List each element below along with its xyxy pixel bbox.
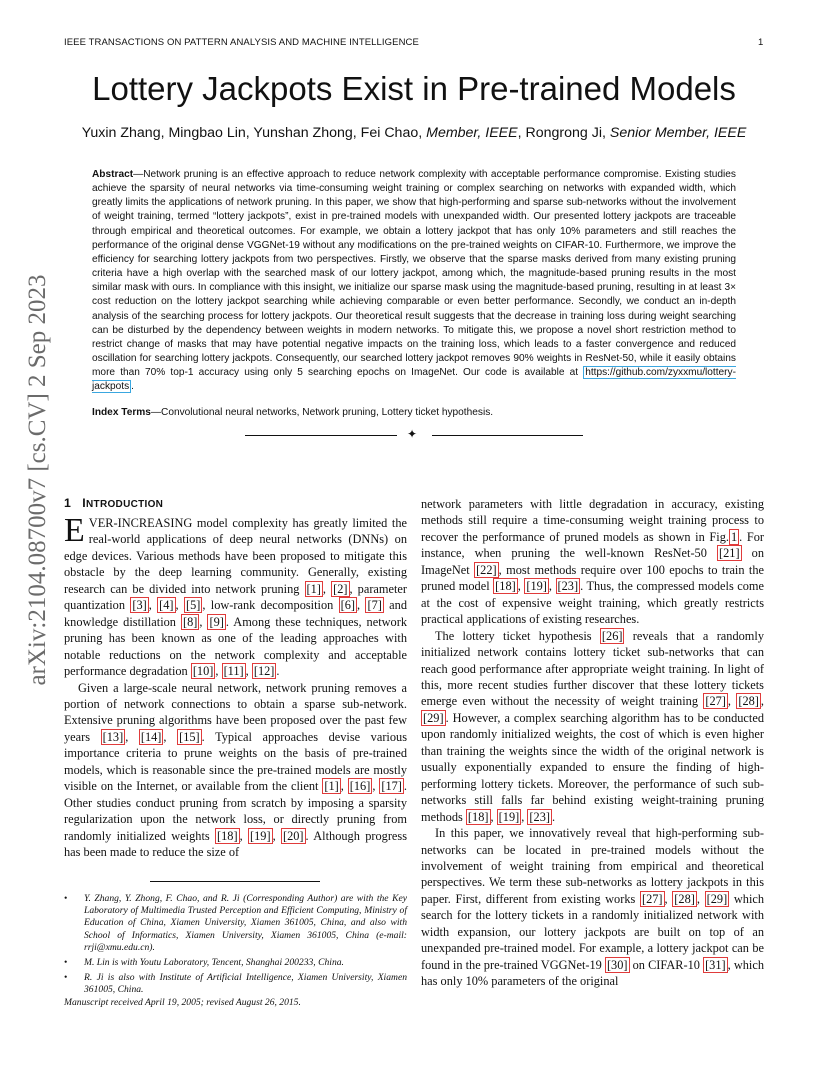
text-run: , (272, 828, 281, 843)
citation-link[interactable]: [29] (423, 710, 444, 725)
citation-link[interactable]: [15] (179, 729, 200, 744)
text-run: model complexity has greatly limited the real-world applications of deep neural networks (DNNs) on edge devices. Various methods have been proposed to mitigate this obstacle by the deep learning community. Generally, existing research can be divided into network pruning (64, 516, 407, 596)
authors-part1: Yuxin Zhang, Mingbao Lin, Yunshan Zhong, Fei Chao, (81, 125, 427, 141)
citation-link[interactable]: [3] (132, 598, 147, 613)
dropcap: E (64, 512, 85, 549)
abstract-label: Abstract (92, 169, 134, 180)
text-run: , (322, 581, 332, 596)
manuscript-note: Manuscript received April 19, 2005; revised August 26, 2015. (64, 997, 301, 1008)
text-run: , (548, 579, 556, 594)
text-run: on ImageNet (421, 546, 764, 577)
citation-link[interactable]: [16] (349, 779, 371, 794)
text-run: , (372, 779, 380, 794)
text-run: , (521, 809, 528, 824)
citation-link[interactable]: [1] (324, 779, 339, 794)
footnote-text: Y. Zhang, Y. Zhong, F. Chao, and R. Ji (Corresponding Author) are with the Key Laboratory of Multimedia Trusted Perception and Efficient Computing, Ministry of Education of China, Xiamen University, Xiamen 361005, China, and also with School of Informatics, Xiamen University, Xiamen 361005, China (e-mail: rrji@xmu.edu.cn). (84, 893, 407, 953)
abstract-end: . (131, 381, 134, 393)
citation-link[interactable]: [28] (674, 891, 695, 906)
footnote-item (64, 972, 407, 996)
text-run: , (163, 729, 178, 744)
text-run: , (340, 779, 348, 794)
citation-link[interactable]: [10] (192, 664, 214, 679)
abstract (92, 168, 736, 395)
intro-paragraph-2 (64, 680, 407, 861)
author-role-1: Member, IEEE (426, 125, 518, 141)
text-run: , (357, 598, 366, 613)
arxiv-stamp-text: arXiv:2104.08700v7 [cs.CV] 2 Sep 2023 (24, 274, 51, 686)
footnote-rule (150, 881, 320, 882)
text-run: , (490, 809, 497, 824)
figure-link[interactable]: 1 (730, 529, 738, 544)
text-run: . (276, 664, 280, 679)
footnote-item (64, 957, 407, 969)
index-terms-label: Index Terms (92, 407, 151, 418)
citation-link[interactable]: [8] (182, 614, 198, 629)
citation-link[interactable]: [27] (641, 891, 663, 906)
text-run: , most methods require over 100 epochs to train the pruned model (421, 562, 765, 594)
text-run: network parameters with little degradation in accuracy, existing methods still require a time-consuming weight training process to recover the performance of pruned models as shown in Fig. (421, 497, 764, 544)
citation-link[interactable]: [20] (282, 828, 304, 843)
paper-title: Lottery Jackpots Exist in Pre-trained Models (92, 70, 736, 107)
text-run: reveals that a randomly initialized network contains lottery ticket sub-networks that can reach good performance after appropriate weight training. In light of this, more recent studies further discover that these lottery tickets emerge even without the necessity of weight training (421, 628, 764, 709)
citation-link[interactable]: [18] (467, 809, 489, 824)
bullet-icon: • (64, 893, 68, 904)
citation-link[interactable]: [1] (306, 581, 321, 596)
citation-link[interactable]: [14] (140, 729, 162, 744)
text-run: , which has only 10% parameters of the original (421, 957, 764, 989)
footnote-text: M. Lin is with Youtu Laboratory, Tencent, Shanghai 200233, China. (84, 957, 344, 969)
footnotes (64, 893, 407, 1000)
text-run: . However, a complex searching algorithm has to be conducted upon randomly initialized weights, the cost of which is even higher than training the weights since the width of the original network is usually exponentially expanded to ensure the finding of high-performing lottery tickets. Moreover, the performance of such sub-networks still falls far behind existing weight-training pruning methods (421, 710, 764, 824)
text-run: , (760, 694, 765, 709)
citation-link[interactable]: [18] (217, 828, 238, 843)
section-title-rest: NTRODUCTION (86, 499, 164, 510)
index-terms-text: —Convolutional neural networks, Network pruning, Lottery ticket hypothesis. (150, 407, 494, 418)
citation-link[interactable]: [19] (249, 828, 271, 843)
text-run: . (552, 809, 556, 824)
citation-link[interactable]: [12] (253, 664, 275, 679)
citation-link[interactable]: [27] (705, 694, 726, 709)
intro-paragraph-1 (64, 512, 408, 680)
text-run: , (175, 598, 184, 613)
author-list (0, 125, 828, 141)
text-run: , (664, 891, 673, 906)
text-run: , (125, 729, 139, 744)
citation-link[interactable]: [18] (495, 579, 516, 594)
intro-paragraph-3 (421, 496, 764, 628)
text-run: and knowledge distillation (64, 598, 407, 629)
citation-link[interactable]: [11] (223, 664, 244, 679)
text-run: , (215, 664, 222, 679)
intro-paragraph-4 (421, 628, 764, 825)
text-run: . Thus, the compressed models come at the cost of expensive weight training, which greatly restricts practical applications of existing researches. (421, 579, 764, 627)
citation-link[interactable]: [9] (209, 614, 224, 629)
section-number: 1 (64, 496, 72, 510)
text-run: . Other studies conduct pruning from scratch by imposing a sparsity regularization upon the network loss, or directly pruning from randomly initialized weights (64, 779, 407, 843)
citation-link[interactable]: [2] (333, 581, 348, 596)
index-terms (92, 407, 736, 418)
text-run: on CIFAR-10 (629, 957, 704, 972)
citation-link[interactable]: [19] (498, 809, 520, 824)
citation-link[interactable]: [19] (526, 579, 547, 594)
abstract-text: —Network pruning is an effective approach to reduce network complexity with acceptable performance compromise. Existing studies achieve the sparsity of neural networks via time-consuming weight training or complex searching on networks with expanded width, which greatly limits the applications of network pruning. In this paper, we show that high-performing and sparse sub-networks without the involvement of weight training, termed “lottery jackpots”, exist in pre-trained models with unexpanded width. Our presented lottery jackpots are traceable through empirical and theoretical outcomes. For example, we obtain a lottery jackpot that has only 10% parameters and still reaches the performance of the original dense VGGNet-19 without any modifications on the pre-trained weights on CIFAR-10. Furthermore, we improve the efficiency for searching lottery jackpots from two perspectives. Firstly, we observe that the sparse masks derived from many existing pruning criteria have a high overlap with the searched mask of our lottery jackpot, among which, the magnitude-based pruning results in the most similar mask with ours. In compliance with this insight, we initialize our sparse mask using the magnitude-based pruning, resulting in at least 3× cost reduction on the lottery jackpot searching while achieving comparable or even better performance. Secondly, we conduct an in-depth analysis of the searching process for lottery jackpots. Our theoretical result suggests that the decrease in training loss during weight searching can be disturbed by the dependency between weights in modern networks. To mitigate this, we propose a novel short restriction method to restrict change of masks that may have potential negative impacts on the training loss, which leads to a faster convergence and reduced oscillation for searching lottery jackpots. Consequently, our searched lottery jackpot removes 90% weights in ResNet-50, while it easily obtains more than 70% top-1 accuracy using only 5 searching epochs on ImageNet. Our code is available at (92, 169, 736, 379)
text-run: , parameter quantization (64, 581, 408, 613)
section-title-first: I (82, 496, 87, 510)
text-run: , (245, 664, 252, 679)
citation-link[interactable]: [5] (185, 598, 201, 613)
citation-link[interactable]: [21] (718, 546, 740, 561)
section-heading (64, 496, 163, 510)
separator-rule-left (245, 435, 397, 436)
text-run: Given a large-scale neural network, network pruning removes a portion of network connections to obtain a sparse sub-network. Extensive pruning algorithms have been proposed over the past few years (64, 680, 407, 744)
left-column (64, 512, 408, 861)
text-run: , (148, 598, 158, 613)
text-run: The lottery ticket hypothesis (435, 628, 600, 643)
text-run: , (199, 614, 208, 629)
citation-link[interactable]: [23] (557, 579, 579, 594)
citation-link[interactable]: [6] (340, 598, 356, 613)
separator-rule-right (432, 435, 583, 436)
page-number: 1 (758, 37, 764, 48)
text-run: In this paper, we innovatively reveal that high-performing sub-networks can be located in pre-trained models without the involvement of weight training from empirical and theoretical perspectives. We term these sub-networks as lottery jackpots in this paper. First, different from existing works (421, 826, 764, 906)
text-run: , (239, 828, 248, 843)
text-run: , (696, 891, 705, 906)
text-run: , low-rank decomposition (202, 598, 339, 613)
citation-link[interactable]: [13] (102, 729, 124, 744)
lead-words: VER-INCREASING (88, 516, 193, 530)
text-run: . For instance, when pruning the well-known ResNet-50 (421, 529, 764, 561)
right-column (421, 496, 764, 990)
text-run: . Typical approaches devise various importance criteria to prune weights on the basis of pre-trained models, which is reasonable since the pre-trained models are mostly visible on the Internet, or available from the client (64, 729, 408, 794)
author-role-2: Senior Member, IEEE (609, 125, 747, 141)
text-run: , (517, 579, 525, 594)
citation-link[interactable]: [29] (706, 891, 728, 906)
citation-link[interactable]: [31] (705, 957, 726, 972)
citation-link[interactable]: [30] (606, 957, 628, 972)
bullet-icon: • (64, 957, 68, 969)
footnote-text: R. Ji is also with Institute of Artificial Intelligence, Xiamen University, Xiamen 361005, China. (84, 972, 407, 996)
intro-paragraph-5 (421, 825, 764, 990)
citation-link[interactable]: [26] (601, 628, 623, 643)
running-head: IEEE TRANSACTIONS ON PATTERN ANALYSIS AND MACHINE INTELLIGENCE (64, 37, 419, 48)
bullet-icon: • (64, 972, 68, 984)
citation-link[interactable]: [23] (529, 809, 550, 824)
text-run: which search for the lottery tickets in a randomly initialized network with width expansion, our lottery jackpots are built on top of an unexpanded pre-trained model. For example, a lottery jackpot can be found in the pre-trained VGGNet-19 (421, 891, 765, 972)
separator-diamond-icon: ✦ (407, 427, 418, 441)
code-url-link[interactable]: https://github.com/zyxxmu/lottery-jackpots (92, 367, 736, 393)
text-run: . Although progress has been made to reduce the size of (64, 828, 408, 860)
citation-link[interactable]: [7] (367, 598, 382, 613)
text-run: . Among these techniques, network pruning has been known as one of the leading approaches with notable reductions on the network complexity and acceptable performance degradation (64, 614, 407, 679)
citation-link[interactable]: [17] (381, 779, 402, 794)
footnote-item (64, 893, 407, 954)
authors-part2: , Rongrong Ji, (517, 125, 610, 141)
citation-link[interactable]: [4] (159, 598, 174, 613)
citation-link[interactable]: [22] (476, 562, 497, 577)
text-run: , (727, 694, 737, 709)
citation-link[interactable]: [28] (738, 694, 759, 709)
